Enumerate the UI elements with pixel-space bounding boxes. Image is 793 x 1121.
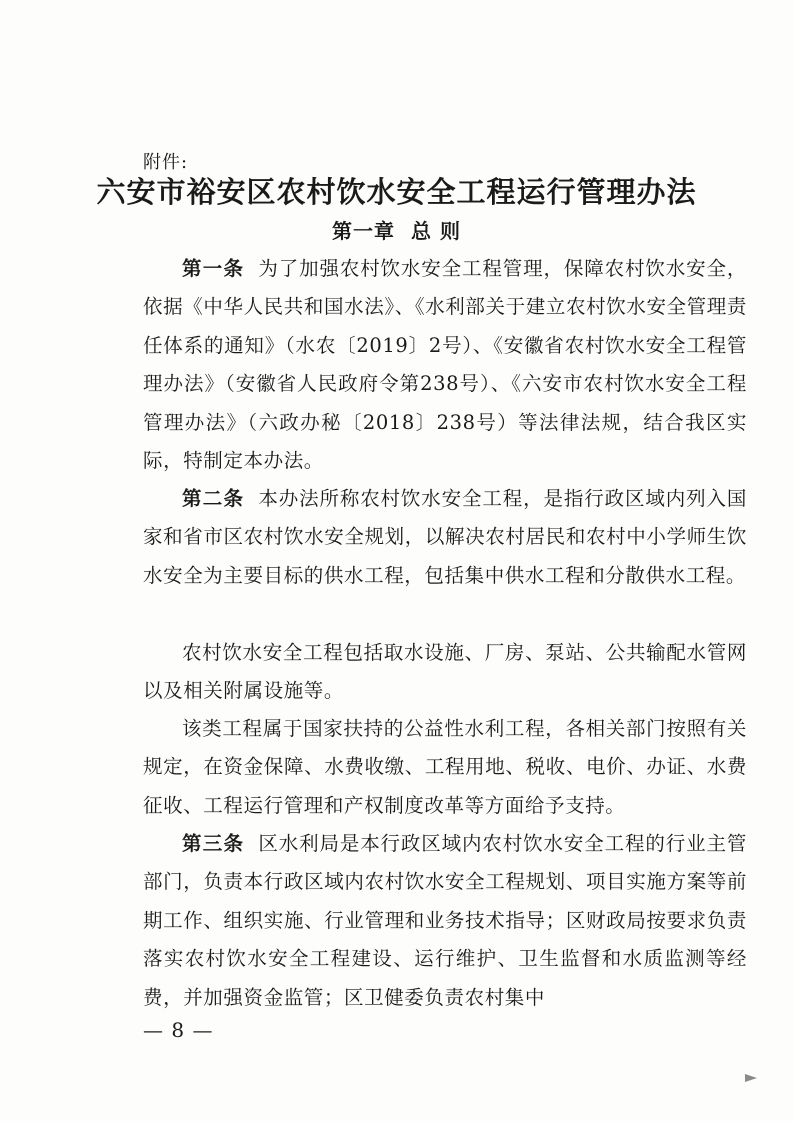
article-2-label: 第二条 [182,487,245,510]
chapter-name: 总 则 [411,219,461,243]
chapter-label: 第一章 [332,219,396,243]
article-2-text: 本办法所称农村饮水安全工程，是指行政区域内列入国家和省市区农村饮水安全规划，以解决农村居民和农村中小学师生饮水安全为主要目标的供水工程，包括集中供水工程和分散供水工程。 [143,487,747,587]
article-2-paragraph-2 [143,634,747,711]
article-3-label: 第三条 [182,832,245,855]
document-title: 六安市裕安区农村饮水安全工程运行管理办法 [96,175,697,209]
article-1-label: 第一条 [182,257,245,280]
article-2-text-3: 该类工程属于国家扶持的公益性水利工程，各相关部门按照有关规定，在资金保障、水费收缴、工程用地、税收、电价、办证、水费征收、工程运行管理和产权制度改革等方面给予支持。 [143,717,747,817]
article-3-text: 区水利局是本行政区域内农村饮水安全工程的行业主管部门，负责本行政区域内农村饮水安全工程规划、项目实施方案等前期工作、组织实施、行业管理和业务技术指导；区财政局按要求负责落实农村饮水安全工程建设、运行维护、卫生监督和水质监测等经费，并加强资金监管；区卫健委负责农村集中 [143,832,747,1009]
article-1-paragraph [143,250,747,480]
article-2-paragraph-3 [143,710,747,825]
attachment-label: 附件: [143,152,189,173]
article-2-text-2: 农村饮水安全工程包括取水设施、厂房、泵站、公共输配水管网以及相关附属设施等。 [143,641,747,703]
article-1-text: 为了加强农村饮水安全工程管理，保障农村饮水安全，依据《中华人民共和国水法》、《水利部关于建立农村饮水安全管理责任体系的通知》（水农〔2019〕2号）、《安徽省农村饮水安全工程管理办法》（安徽省人民政府令第238号）、《六安市农村饮水安全工程管理办法》（六政办秘〔2018〕238号）等法律法规，结合我区实际，特制定本办法。 [143,257,747,473]
corner-mark [745,1074,757,1082]
article-3-paragraph [143,825,747,1017]
article-2-paragraph [143,480,747,595]
page-number: — 8 — [143,1018,214,1042]
chapter-heading [0,215,793,244]
